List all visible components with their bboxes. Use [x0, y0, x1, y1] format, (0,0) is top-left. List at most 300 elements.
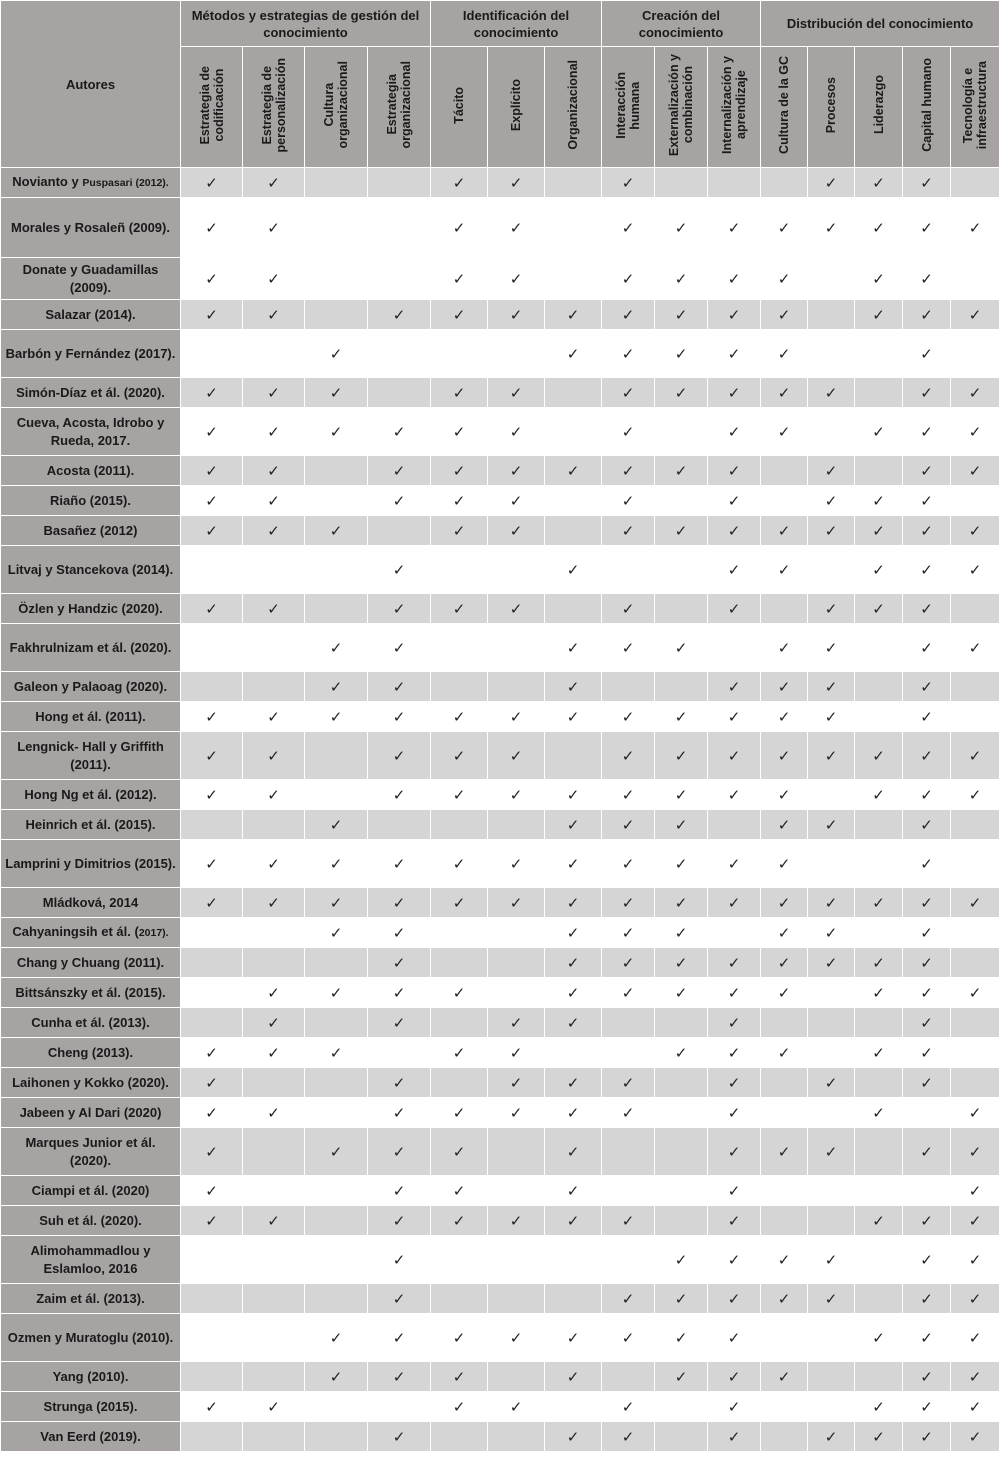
check-cell — [488, 780, 545, 810]
check-cell — [243, 702, 305, 732]
check-cell — [488, 546, 545, 594]
check-cell — [431, 810, 488, 840]
check-mark-icon: ✓ — [509, 461, 523, 480]
check-mark-icon: ✓ — [872, 560, 885, 579]
check-cell — [602, 948, 655, 978]
check-cell — [243, 456, 305, 486]
check-cell — [655, 456, 708, 486]
column-header — [305, 47, 368, 168]
check-cell — [708, 948, 761, 978]
check-mark-icon: ✓ — [727, 1367, 741, 1386]
check-cell — [808, 330, 855, 378]
check-cell — [488, 1392, 545, 1422]
check-cell — [708, 1314, 761, 1362]
check-cell — [808, 594, 855, 624]
check-mark-icon: ✓ — [621, 1211, 635, 1230]
author-cell — [1, 408, 181, 456]
check-cell — [855, 456, 903, 486]
check-mark-icon: ✓ — [824, 707, 838, 726]
author-cell — [1, 1362, 181, 1392]
author-name: Lengnick- Hall y Griffith (2011). — [17, 738, 164, 772]
check-cell — [181, 258, 243, 300]
check-cell — [808, 456, 855, 486]
check-mark-icon: ✓ — [392, 1211, 406, 1230]
check-mark-icon: ✓ — [452, 599, 466, 618]
author-cell — [1, 1068, 181, 1098]
check-cell — [545, 1422, 602, 1452]
table-row — [1, 672, 999, 702]
check-cell — [602, 456, 655, 486]
check-cell — [368, 408, 431, 456]
check-cell — [602, 672, 655, 702]
check-cell — [488, 1362, 545, 1392]
check-mark-icon: ✓ — [621, 1289, 635, 1308]
check-mark-icon: ✓ — [267, 599, 280, 618]
column-header-label: Explícito — [509, 78, 523, 132]
check-cell — [951, 408, 999, 456]
check-mark-icon: ✓ — [329, 893, 343, 912]
check-mark-icon: ✓ — [452, 893, 466, 912]
check-mark-icon: ✓ — [329, 707, 343, 726]
check-mark-icon: ✓ — [968, 1250, 982, 1269]
check-mark-icon: ✓ — [920, 953, 933, 972]
check-cell — [181, 1068, 243, 1098]
check-cell — [708, 1362, 761, 1392]
check-cell — [181, 624, 243, 672]
author-cell — [1, 1392, 181, 1422]
check-cell — [181, 1236, 243, 1284]
check-mark-icon: ✓ — [621, 923, 635, 942]
check-cell — [761, 732, 808, 780]
check-cell — [708, 702, 761, 732]
table-header — [1, 1, 999, 168]
check-cell — [855, 1128, 903, 1176]
check-cell — [431, 594, 488, 624]
check-mark-icon: ✓ — [205, 1397, 218, 1416]
check-cell — [243, 1422, 305, 1452]
check-mark-icon: ✓ — [509, 854, 523, 873]
check-mark-icon: ✓ — [329, 1367, 343, 1386]
check-mark-icon: ✓ — [727, 269, 741, 288]
check-mark-icon: ✓ — [205, 1142, 218, 1161]
check-cell — [181, 1284, 243, 1314]
author-name: Cueva, Acosta, Idrobo y Rueda, 2017. — [16, 414, 165, 448]
check-cell — [243, 1098, 305, 1128]
check-cell — [855, 732, 903, 780]
check-cell — [431, 978, 488, 1008]
check-cell — [903, 1176, 951, 1206]
check-cell — [181, 330, 243, 378]
check-cell — [808, 888, 855, 918]
check-mark-icon: ✓ — [872, 1103, 885, 1122]
author-name: Donate y Guadamillas (2009). — [22, 261, 159, 295]
check-cell — [305, 702, 368, 732]
check-mark-icon: ✓ — [509, 1103, 523, 1122]
check-mark-icon: ✓ — [566, 1367, 580, 1386]
check-cell — [431, 1362, 488, 1392]
check-mark-icon: ✓ — [205, 218, 218, 237]
check-cell — [431, 780, 488, 810]
check-cell — [181, 516, 243, 546]
check-cell — [368, 780, 431, 810]
check-mark-icon: ✓ — [727, 1103, 741, 1122]
check-cell — [808, 1284, 855, 1314]
check-cell — [655, 888, 708, 918]
check-cell — [488, 1068, 545, 1098]
table-row — [1, 888, 999, 918]
check-cell — [368, 546, 431, 594]
check-cell — [243, 198, 305, 258]
check-mark-icon: ✓ — [452, 521, 466, 540]
check-cell — [545, 1038, 602, 1068]
check-mark-icon: ✓ — [566, 305, 580, 324]
check-mark-icon: ✓ — [824, 461, 838, 480]
check-cell — [181, 918, 243, 948]
check-cell — [181, 198, 243, 258]
check-cell — [761, 1098, 808, 1128]
column-header — [808, 47, 855, 168]
author-name: Riaño (2015). — [50, 492, 131, 508]
check-cell — [488, 948, 545, 978]
check-mark-icon: ✓ — [392, 1289, 406, 1308]
check-cell — [903, 624, 951, 672]
check-cell — [545, 810, 602, 840]
check-cell — [655, 1392, 708, 1422]
check-cell — [243, 594, 305, 624]
check-mark-icon: ✓ — [392, 893, 406, 912]
check-mark-icon: ✓ — [968, 1289, 982, 1308]
column-header — [368, 47, 431, 168]
check-cell — [368, 168, 431, 198]
check-mark-icon: ✓ — [920, 746, 933, 765]
check-mark-icon: ✓ — [205, 461, 218, 480]
table-row — [1, 1236, 999, 1284]
check-mark-icon: ✓ — [621, 173, 635, 192]
check-mark-icon: ✓ — [452, 173, 466, 192]
column-header-label: Estrategia de codificación — [197, 65, 226, 145]
check-mark-icon: ✓ — [452, 1367, 466, 1386]
author-name: Basañez (2012) — [43, 522, 138, 538]
check-cell — [545, 1236, 602, 1284]
check-mark-icon: ✓ — [824, 1427, 838, 1446]
check-cell — [243, 1176, 305, 1206]
check-cell — [305, 810, 368, 840]
check-mark-icon: ✓ — [727, 983, 741, 1002]
check-cell — [903, 948, 951, 978]
check-mark-icon: ✓ — [920, 893, 933, 912]
check-mark-icon: ✓ — [920, 521, 933, 540]
check-mark-icon: ✓ — [509, 422, 523, 441]
check-cell — [488, 888, 545, 918]
check-mark-icon: ✓ — [674, 461, 688, 480]
check-mark-icon: ✓ — [392, 1250, 406, 1269]
check-cell — [708, 258, 761, 300]
check-mark-icon: ✓ — [920, 677, 933, 696]
check-mark-icon: ✓ — [566, 1211, 580, 1230]
check-mark-icon: ✓ — [621, 815, 635, 834]
check-cell — [545, 546, 602, 594]
check-mark-icon: ✓ — [621, 269, 635, 288]
check-cell — [855, 516, 903, 546]
check-mark-icon: ✓ — [777, 638, 791, 657]
check-cell — [545, 1098, 602, 1128]
check-mark-icon: ✓ — [452, 854, 466, 873]
check-cell — [545, 780, 602, 810]
check-mark-icon: ✓ — [267, 893, 280, 912]
check-cell — [855, 1098, 903, 1128]
check-cell — [488, 1176, 545, 1206]
check-cell — [708, 1206, 761, 1236]
check-mark-icon: ✓ — [329, 1328, 343, 1347]
check-cell — [903, 486, 951, 516]
column-header-label: Tecnología e infraestructura — [961, 60, 990, 150]
check-mark-icon: ✓ — [205, 1073, 218, 1092]
check-mark-icon: ✓ — [205, 746, 218, 765]
check-cell — [243, 1284, 305, 1314]
check-cell — [708, 516, 761, 546]
check-cell — [808, 780, 855, 810]
author-cell — [1, 378, 181, 408]
check-mark-icon: ✓ — [674, 1043, 688, 1062]
author-name: Bittsánszky et ál. (2015). — [15, 984, 166, 1000]
table-row — [1, 300, 999, 330]
check-mark-icon: ✓ — [727, 953, 741, 972]
check-mark-icon: ✓ — [452, 1142, 466, 1161]
author-name: Novianto y — [12, 174, 83, 189]
table-row — [1, 594, 999, 624]
check-mark-icon: ✓ — [674, 1289, 688, 1308]
check-cell — [655, 486, 708, 516]
check-mark-icon: ✓ — [727, 785, 741, 804]
check-cell — [855, 1008, 903, 1038]
check-mark-icon: ✓ — [621, 983, 635, 1002]
check-cell — [808, 732, 855, 780]
check-cell — [708, 810, 761, 840]
author-name: Acosta (2011). — [46, 462, 135, 478]
check-cell — [761, 330, 808, 378]
check-mark-icon: ✓ — [727, 1397, 741, 1416]
check-cell — [903, 516, 951, 546]
check-mark-icon: ✓ — [621, 218, 635, 237]
check-cell — [761, 702, 808, 732]
check-cell — [368, 330, 431, 378]
check-mark-icon: ✓ — [509, 746, 523, 765]
check-cell — [545, 1176, 602, 1206]
check-mark-icon: ✓ — [920, 815, 933, 834]
check-mark-icon: ✓ — [329, 923, 343, 942]
table-row — [1, 408, 999, 456]
check-cell — [368, 1206, 431, 1236]
check-cell — [488, 978, 545, 1008]
check-cell — [545, 888, 602, 918]
check-mark-icon: ✓ — [509, 269, 523, 288]
check-cell — [181, 888, 243, 918]
check-cell — [761, 888, 808, 918]
author-cell — [1, 1236, 181, 1284]
check-cell — [181, 1038, 243, 1068]
check-cell — [488, 300, 545, 330]
check-cell — [431, 168, 488, 198]
check-cell — [708, 378, 761, 408]
check-cell — [431, 1008, 488, 1038]
check-cell — [368, 456, 431, 486]
column-header — [243, 47, 305, 168]
check-cell — [708, 1236, 761, 1284]
check-mark-icon: ✓ — [205, 785, 218, 804]
check-cell — [602, 168, 655, 198]
check-cell — [655, 1236, 708, 1284]
check-cell — [488, 1422, 545, 1452]
check-cell — [488, 516, 545, 546]
check-mark-icon: ✓ — [267, 854, 280, 873]
check-cell — [602, 378, 655, 408]
check-mark-icon: ✓ — [621, 785, 635, 804]
check-mark-icon: ✓ — [566, 1013, 580, 1032]
check-cell — [761, 780, 808, 810]
author-name: Laihonen y Kokko (2020). — [12, 1074, 169, 1090]
table-row — [1, 330, 999, 378]
check-cell — [243, 300, 305, 330]
check-mark-icon: ✓ — [777, 422, 791, 441]
check-cell — [655, 1176, 708, 1206]
check-cell — [431, 300, 488, 330]
check-cell — [708, 918, 761, 948]
check-cell — [708, 1098, 761, 1128]
check-mark-icon: ✓ — [621, 854, 635, 873]
check-cell — [488, 198, 545, 258]
check-mark-icon: ✓ — [872, 1328, 885, 1347]
check-cell — [951, 672, 999, 702]
check-cell — [368, 1128, 431, 1176]
check-mark-icon: ✓ — [392, 707, 406, 726]
check-cell — [655, 546, 708, 594]
check-cell — [305, 1206, 368, 1236]
check-mark-icon: ✓ — [621, 422, 635, 441]
check-mark-icon: ✓ — [509, 1043, 523, 1062]
check-cell — [708, 330, 761, 378]
check-cell — [305, 1008, 368, 1038]
check-cell — [488, 1128, 545, 1176]
check-mark-icon: ✓ — [727, 218, 741, 237]
check-cell — [602, 1098, 655, 1128]
check-cell — [761, 1362, 808, 1392]
check-mark-icon: ✓ — [621, 461, 635, 480]
check-mark-icon: ✓ — [727, 1328, 741, 1347]
check-mark-icon: ✓ — [872, 269, 885, 288]
check-mark-icon: ✓ — [920, 491, 933, 510]
author-cell — [1, 330, 181, 378]
table-row — [1, 702, 999, 732]
check-mark-icon: ✓ — [621, 344, 635, 363]
check-mark-icon: ✓ — [566, 677, 580, 696]
check-mark-icon: ✓ — [777, 1250, 791, 1269]
check-cell — [602, 1236, 655, 1284]
check-cell — [243, 948, 305, 978]
author-cell — [1, 198, 181, 258]
check-mark-icon: ✓ — [267, 707, 280, 726]
author-name: Cheng (2013). — [47, 1044, 134, 1060]
check-mark-icon: ✓ — [777, 1043, 791, 1062]
check-cell — [602, 594, 655, 624]
check-cell — [305, 1392, 368, 1422]
check-mark-icon: ✓ — [824, 1250, 838, 1269]
check-cell — [951, 1098, 999, 1128]
check-mark-icon: ✓ — [968, 638, 982, 657]
check-cell — [305, 378, 368, 408]
check-mark-icon: ✓ — [920, 854, 933, 873]
check-mark-icon: ✓ — [329, 1142, 343, 1161]
check-cell — [808, 1392, 855, 1422]
check-mark-icon: ✓ — [566, 854, 580, 873]
check-cell — [903, 378, 951, 408]
check-mark-icon: ✓ — [727, 1289, 741, 1308]
check-cell — [431, 330, 488, 378]
check-mark-icon: ✓ — [727, 1043, 741, 1062]
check-cell — [545, 594, 602, 624]
check-mark-icon: ✓ — [824, 746, 838, 765]
check-mark-icon: ✓ — [621, 707, 635, 726]
check-cell — [545, 978, 602, 1008]
check-mark-icon: ✓ — [674, 638, 688, 657]
check-mark-icon: ✓ — [824, 1289, 838, 1308]
check-cell — [488, 1284, 545, 1314]
check-cell — [808, 1008, 855, 1038]
check-mark-icon: ✓ — [872, 599, 885, 618]
group-header: Creación del conocimiento — [602, 1, 761, 47]
check-cell — [305, 1068, 368, 1098]
check-mark-icon: ✓ — [727, 707, 741, 726]
author-cell — [1, 1098, 181, 1128]
check-cell — [655, 168, 708, 198]
author-name: Morales y Rosaleñ (2009). — [11, 219, 170, 235]
check-cell — [431, 408, 488, 456]
table-row — [1, 1284, 999, 1314]
check-mark-icon: ✓ — [968, 1328, 982, 1347]
check-mark-icon: ✓ — [920, 1367, 933, 1386]
check-cell — [951, 1314, 999, 1362]
table-row — [1, 546, 999, 594]
check-mark-icon: ✓ — [727, 383, 741, 402]
check-cell — [951, 780, 999, 810]
check-mark-icon: ✓ — [872, 305, 885, 324]
check-cell — [243, 1206, 305, 1236]
check-cell — [903, 546, 951, 594]
check-mark-icon: ✓ — [509, 1013, 523, 1032]
check-cell — [655, 408, 708, 456]
check-cell — [368, 1098, 431, 1128]
check-mark-icon: ✓ — [968, 422, 982, 441]
check-cell — [243, 168, 305, 198]
check-mark-icon: ✓ — [674, 383, 688, 402]
check-cell — [903, 198, 951, 258]
check-cell — [708, 300, 761, 330]
check-cell — [305, 624, 368, 672]
check-cell — [951, 456, 999, 486]
check-mark-icon: ✓ — [968, 1367, 982, 1386]
check-cell — [431, 624, 488, 672]
check-cell — [305, 546, 368, 594]
check-mark-icon: ✓ — [452, 1103, 466, 1122]
check-mark-icon: ✓ — [872, 1397, 885, 1416]
check-cell — [655, 1008, 708, 1038]
author-cell — [1, 1008, 181, 1038]
check-cell — [243, 546, 305, 594]
check-cell — [708, 198, 761, 258]
check-cell — [855, 1284, 903, 1314]
check-mark-icon: ✓ — [267, 269, 280, 288]
check-mark-icon: ✓ — [727, 599, 741, 618]
check-mark-icon: ✓ — [920, 599, 933, 618]
